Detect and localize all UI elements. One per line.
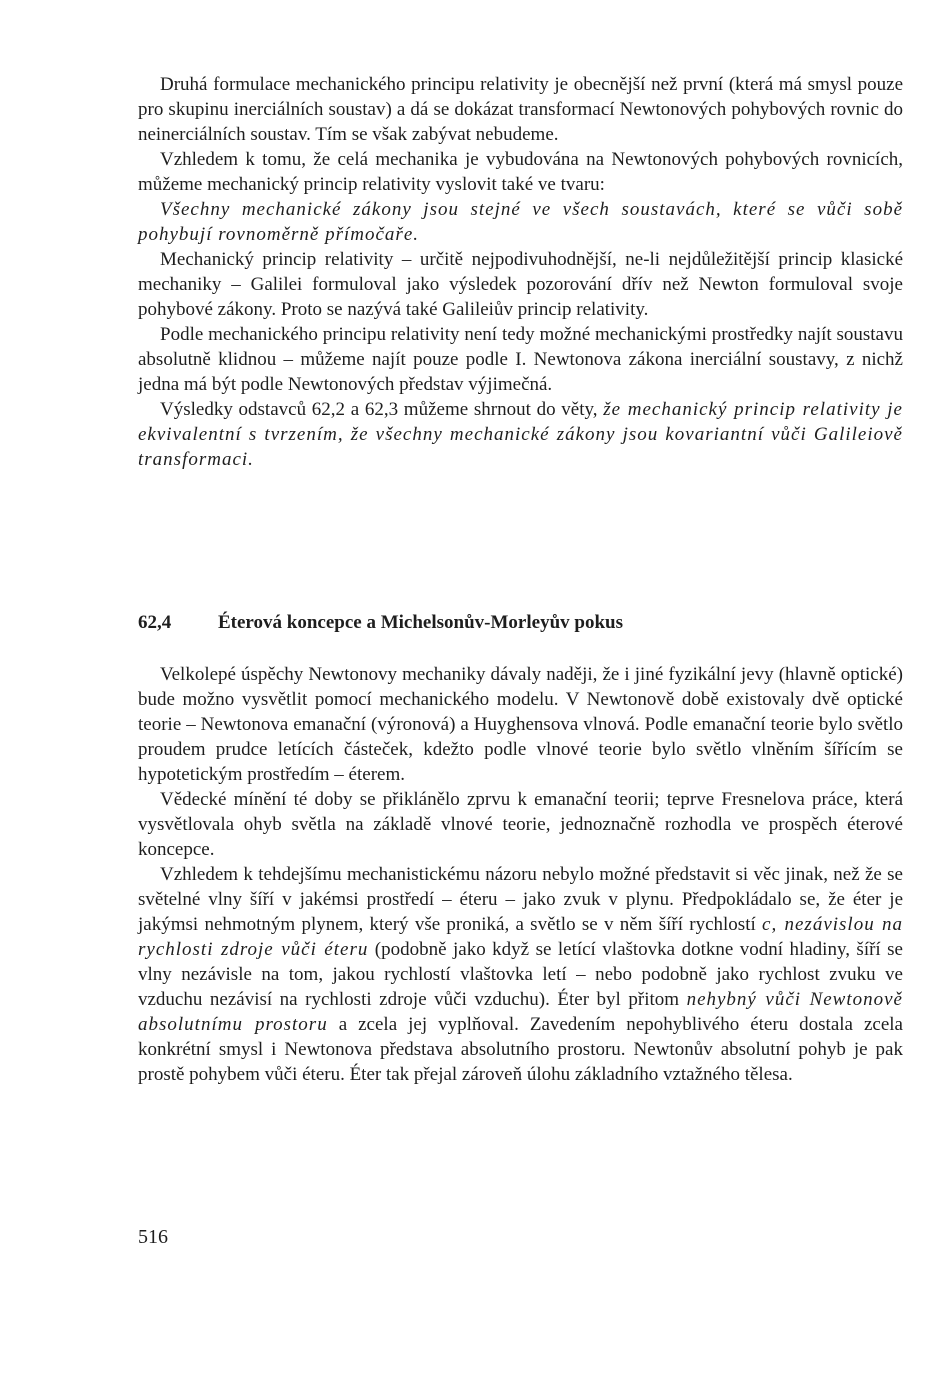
text-run: Vědecké mínění té doby se přiklánělo zprvu k emanační teorii; teprve Fresnelova práce, která vysvětlovala ohyb světla na základě vlnové teorie, jednoznačně rozhodla ve prospěch éterové koncepce. <box>138 789 903 860</box>
text-run: Velkolepé úspěchy Newtonovy mechaniky dávaly naději, že i jiné fyzikální jevy (hlavně optické) bude možno vysvětlit pomocí mechanického modelu. V Newtonově době existovaly dvě optické teorie – Newtonova emanační (výronová) a Huyghensova vlnová. Podle emanační teorie bylo světlo proudem prudce letících částeček, kdežto podle vlnové teorie bylo světlo vlněním šířícím se hypotetickým prostředím – éterem. <box>138 664 903 785</box>
section-number: 62,4 <box>138 612 172 633</box>
text-run: Výsledky odstavců 62,2 a 62,3 můžeme shrnout do věty, <box>160 399 604 420</box>
paragraph <box>138 662 903 787</box>
italic-text: nehybný vůči Newtonově absolutnímu prostoru <box>138 989 903 1035</box>
italic-text: c, nezávislou na rychlosti zdroje vůči éteru <box>138 914 903 960</box>
text-run: (podobně jako když se letící vlaštovka dotkne vodní hladiny, šíří se vlny nezávisle na tom, jakou rychlostí vlaštovka letí – nebo podobně jako rychlost zvuku ve vzduchu nezávisí na rychlosti zdroje vůči vzduchu). Éter byl přitom <box>138 939 903 1010</box>
paragraph <box>138 197 903 247</box>
section-title: Éterová koncepce a Michelsonův-Morleyův pokus <box>218 612 623 633</box>
paragraph <box>138 322 903 397</box>
text-run: Vzhledem k tomu, že celá mechanika je vybudována na Newtonových pohybových rovnicích, můžeme mechanický princip relativity vyslovit také ve tvaru: <box>138 149 903 195</box>
text-run: a zcela jej vyplňoval. Zavedením nepohyblivého éteru dostala zcela konkrétní smysl i Newtonova představa absolutního prostoru. Newtonův absolutní pohyb je pak prostě pohybem vůči éteru. Éter tak přejal zároveň úlohu základního vztažného tělesa. <box>138 1014 903 1085</box>
italic-text: Všechny mechanické zákony jsou stejné ve všech soustavách, které se vůči sobě pohybují rovnoměrně přímočaře. <box>138 199 903 245</box>
text-run: Mechanický princip relativity – určitě nejpodivuhodnější, ne-li nejdůležitější princip klasické mechaniky – Galilei formuloval jako výsledek pozorování dřív než Newton formuloval svoje pohybové zákony. Proto se nazývá také Galileiův princip relativity. <box>138 249 903 320</box>
page-number: 516 <box>138 1226 168 1248</box>
text-run: Podle mechanického principu relativity není tedy možné mechanickými prostředky najít soustavu absolutně klidnou – můžeme najít pouze podle I. Newtonova zákona inerciální soustavy, z nichž jedna má být podle Newtonových představ výjimečná. <box>138 324 903 395</box>
italic-text: že mechanický princip relativity je ekvivalentní s tvrzením, že všechny mechanické zákony jsou kovariantní vůči Galileiově transformaci. <box>138 399 903 470</box>
paragraph <box>138 72 903 147</box>
text-block-top <box>138 72 903 472</box>
paragraph <box>138 397 903 472</box>
paragraph <box>138 787 903 862</box>
text-run: Druhá formulace mechanického principu relativity je obecnější než první (která má smysl pouze pro skupinu inerciálních soustav) a dá se dokázat transformací Newtonových pohybových rovnic do neinerciálních soustav. Tím se však zabývat nebudeme. <box>138 74 903 145</box>
text-run: Vzhledem k tehdejšímu mechanistickému názoru nebylo možné představit si věc jinak, než že se světelné vlny šíří v jakémsi prostředí – éteru – jako zvuk v plynu. Předpokládalo se, že éter je jakýmsi nehmotným plynem, který vše proniká, a světlo se v něm šíří rychlostí <box>138 864 903 935</box>
text-block-bottom <box>138 662 903 1087</box>
section-heading <box>138 610 903 635</box>
paragraph <box>138 247 903 322</box>
paragraph <box>138 147 903 197</box>
paragraph <box>138 862 903 1087</box>
